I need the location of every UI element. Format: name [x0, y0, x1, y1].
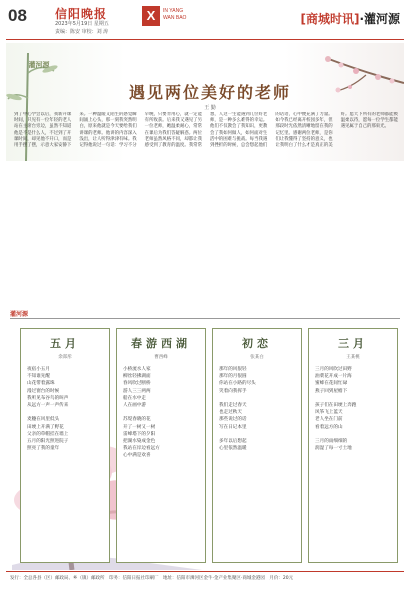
poem-author: 王某桃	[346, 355, 360, 360]
poem-line: 你站在小路的尽头	[219, 381, 256, 387]
poem-line: 夜宿小五月	[27, 367, 50, 372]
poem-line	[219, 431, 295, 438]
poem-line: 柳丝轻拂湖面	[123, 374, 151, 380]
poem-line: 看着远方的山	[315, 424, 343, 430]
paper-logo-icon: X	[142, 6, 160, 26]
poem-line: 漫过窗台的时候	[27, 388, 60, 394]
poem-line: 油菜花开成一片海	[315, 374, 352, 380]
poem-line: 人在画中游	[123, 403, 146, 409]
poem-line: 我们走过春天	[219, 403, 247, 409]
poem-line: 蜜蜂在花间忙碌	[315, 381, 348, 387]
poem-line	[27, 409, 103, 416]
article-title: 遇见两位美好的老师	[128, 83, 291, 102]
poem-line: 从远方一声一声传来	[27, 403, 69, 409]
poem-line: 老人坐在门前	[315, 417, 343, 423]
poem-line	[315, 395, 391, 402]
poem-line: 也走过秋天	[219, 410, 242, 416]
poem-line: 三月的风吹过田野	[315, 367, 352, 372]
poem-title: 五月	[50, 337, 80, 350]
logo-text-line-2: WAN BAO	[163, 15, 187, 21]
poem-title: 春游西湖	[131, 337, 191, 350]
poem-line: 父亲的草帽挂在墙上	[27, 431, 69, 437]
poem-body	[21, 366, 109, 452]
poem-line: 山花带着露珠	[27, 381, 55, 387]
poem-line: 那年的风很轻	[219, 367, 247, 372]
poem-card-2	[116, 328, 206, 563]
poem-line	[219, 395, 295, 402]
issue-date: 2023年5月19日 星期五	[55, 21, 109, 27]
poem-line: 润湿了每一寸土地	[315, 446, 352, 452]
article-body: 到了中心学会以后，我新开课时间，只见有一位年轻的老人站在主席台旁边，虽然不知道他是不是什么人，不过到了开课时间，却见他不开口，而是用手摆了摆，示意大家安静下来。一种温暖又陌生的感觉瞬间涌上心头，那一刻我突然明白，原来他就是今天要给我们讲课的老师。他讲的内容深入浅出，让人听得津津有味。我记得他说过一句话：学习不分早晚，只要肯用心，就一定能有所收获。后来我又遇见了另一位老师，她温柔耐心，常常在课后为我们答疑解惑。两位老师虽然风格不同，却都让我感受到了教育的温度。我常常想，人这一生能遇到几位好老师，是一种多么难得的幸运。他们不仅教会了我知识，更教会了我如何做人，如何面对生活中的困难与挑战。每当我遇到挫折的时候，总会想起他们的话语，心中便充满了力量。如今我已经离开校园多年，但那段时光依然清晰地留在我的记忆里。感谢两位老师，是你们让我懂得了坚持的意义，也让我明白了什么才是真正的美好。愿天下所有的老师都能被温柔以待，愿每一位学生都能遇见属于自己的那束光。	[14, 112, 398, 149]
article-author: 王 勤	[204, 105, 216, 111]
poem-line: 小桥流水人家	[123, 367, 151, 372]
poem-line: 我听见布谷鸟的叫声	[27, 395, 69, 401]
poem-line: 苏堤春晓的花	[123, 417, 151, 423]
poem-line: 把湖水染成金色	[123, 439, 156, 445]
poem-author: 余郑彤	[58, 355, 72, 360]
masthead: 信阳晚报	[55, 7, 108, 21]
poem-line: 多年以后想起	[219, 439, 247, 445]
column-bracket-title: [商城时讯]	[300, 12, 360, 26]
poem-line: 三月的雨细细的	[315, 439, 348, 445]
poem-line: 照亮了我的童年	[27, 446, 60, 452]
poem-line: 开了一树又一树	[123, 424, 156, 430]
poem-body	[213, 366, 301, 452]
poem-card-1	[20, 328, 110, 563]
poem-line: 那年的月很圆	[219, 374, 247, 380]
footer-info: 发行：全总各县（区）邮政局、乡（镇）邮政所 印务：信阳日报社印刷厂 地址：信阳市浉河区金牛·金产业集聚区·商城金港园 月价：20元	[10, 576, 294, 581]
poem-line	[315, 431, 391, 438]
section-tag: 灌河源	[28, 60, 50, 69]
poem-title: 初恋	[242, 337, 272, 350]
poem-line: 五月的阳光照进院子	[27, 439, 69, 445]
poem-line: 风筝飞上蓝天	[315, 410, 343, 416]
poem-line: 麦穗在风里低头	[27, 417, 60, 423]
header-rule	[6, 39, 404, 40]
page-number: 08	[8, 6, 27, 25]
poem-line: 心中满是欢喜	[123, 453, 151, 459]
poem-author: 张某白	[250, 355, 264, 360]
column-title	[300, 10, 400, 27]
poem-line: 春风吹过断桥	[123, 381, 151, 387]
poem-line: 心里依然温暖	[219, 446, 247, 452]
poem-card-3	[212, 328, 302, 563]
poem-line: 游人三三两两	[123, 388, 151, 394]
poem-body	[309, 366, 397, 452]
poem-card-4	[308, 328, 398, 563]
logo-text-line-1: IN YANG	[163, 8, 184, 14]
poem-line: 孩子们在田埂上奔跑	[315, 403, 357, 409]
poem-body	[117, 366, 205, 460]
editor-line: 责编：陈安 审校：刘 涛	[55, 29, 109, 35]
footer-rule	[6, 571, 404, 572]
poem-line: 船在水中走	[123, 395, 146, 401]
poem-line: 不知谁先醒	[27, 374, 50, 380]
paper-logo-text	[163, 8, 186, 22]
poem-line: 那些说过的话	[219, 417, 247, 423]
poem-author: 曹西峰	[154, 355, 168, 360]
poetry-section-tag: 灌河源	[10, 311, 29, 318]
poem-line: 笑着向我挥手	[219, 388, 247, 394]
poem-line: 田埂上开满了野花	[27, 424, 64, 430]
column-suffix: ·灌河源	[359, 12, 400, 26]
poem-line: 雷峰塔下的夕阳	[123, 431, 156, 437]
poem-title: 三月	[338, 337, 368, 350]
poetry-rule	[10, 318, 400, 319]
poem-line	[123, 409, 199, 416]
poem-line: 燕子回到屋檐下	[315, 388, 348, 394]
poem-line: 我站在岸边看远方	[123, 446, 160, 452]
poem-line: 写在日记本里	[219, 424, 247, 430]
